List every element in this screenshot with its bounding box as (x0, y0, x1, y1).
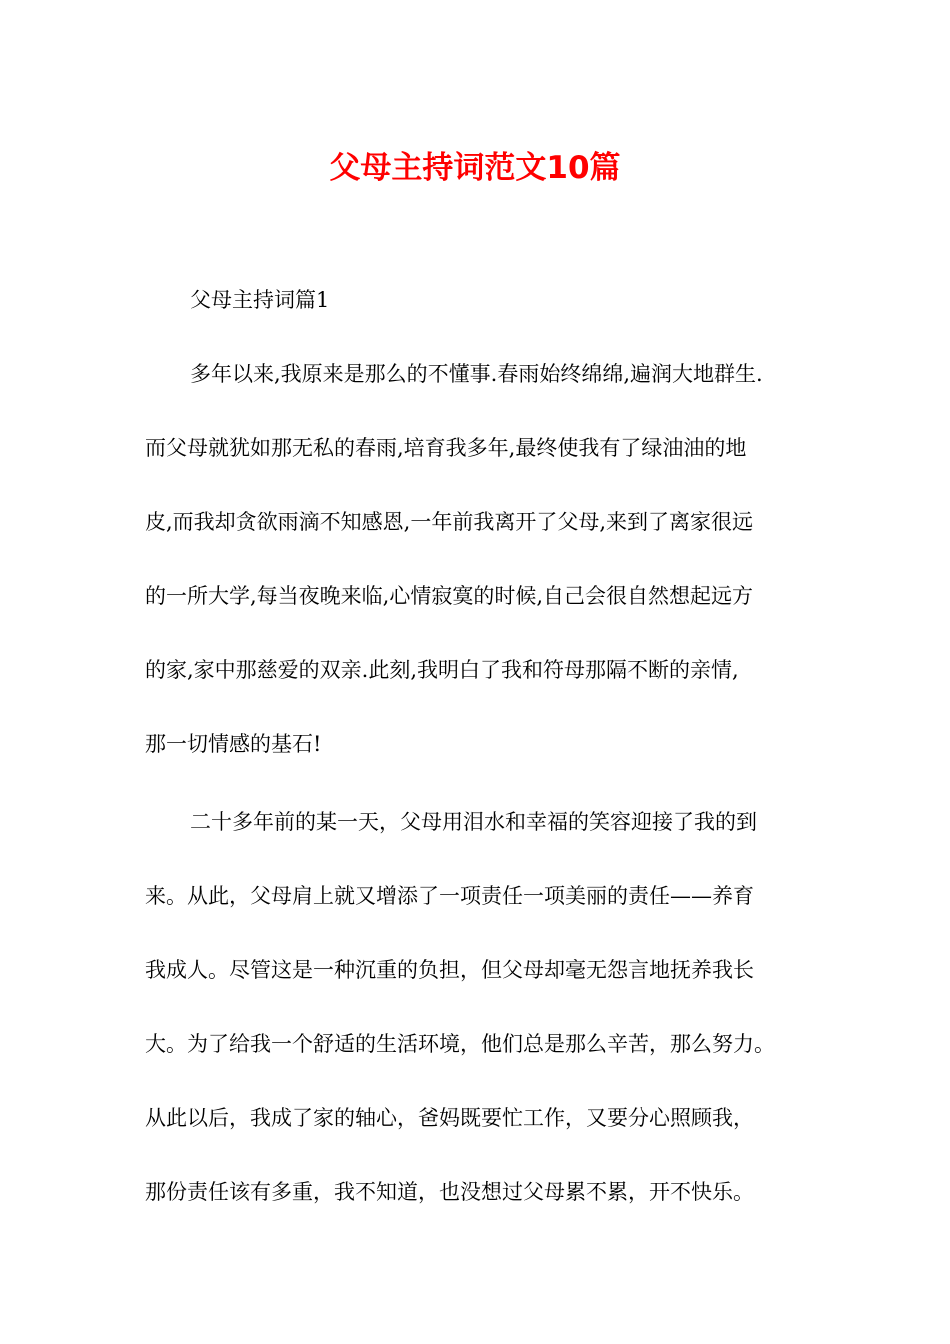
paragraph-1-line: 的家,家中那慈爱的双亲.此刻,我明白了我和符母那隔不断的亲情, (145, 658, 739, 682)
paragraph-2-line: 我成人。尽管这是一种沉重的负担，但父母却毫无怨言地抚养我长 (145, 958, 754, 982)
document-title: 父母主持词范文10篇 (329, 150, 621, 186)
paragraph-2-line: 大。为了给我一个舒适的生活环境，他们总是那么辛苦，那么努力。 (145, 1032, 775, 1056)
paragraph-2-line: 二十多年前的某一天，父母用泪水和幸福的笑容迎接了我的到 (190, 810, 757, 834)
paragraph-1-line: 那一切情感的基石! (145, 732, 322, 756)
paragraph-1-line: 的一所大学,每当夜晚来临,心情寂寞的时候,自己会很自然想起远方 (145, 584, 754, 608)
paragraph-2-line: 那份责任该有多重，我不知道，也没想过父母累不累，开不快乐。 (145, 1180, 754, 1204)
paragraph-1-line: 而父母就犹如那无私的春雨,培育我多年,最终使我有了绿油油的地 (145, 436, 747, 460)
paragraph-1-line: 皮,而我却贪欲雨滴不知感恩,一年前我离开了父母,来到了离家很远 (145, 510, 754, 534)
paragraph-2-line: 来。从此，父母肩上就又增添了一项责任一项美丽的责任——养育 (145, 884, 754, 908)
paragraph-2-line: 从此以后，我成了家的轴心，爸妈既要忙工作，又要分心照顾我， (145, 1106, 754, 1130)
paragraph-1-line: 多年以来,我原来是那么的不懂事.春雨始终绵绵,遍润大地群生. (190, 362, 763, 386)
document-body (145, 280, 810, 1204)
section-heading: 父母主持词篇1 (190, 288, 330, 312)
